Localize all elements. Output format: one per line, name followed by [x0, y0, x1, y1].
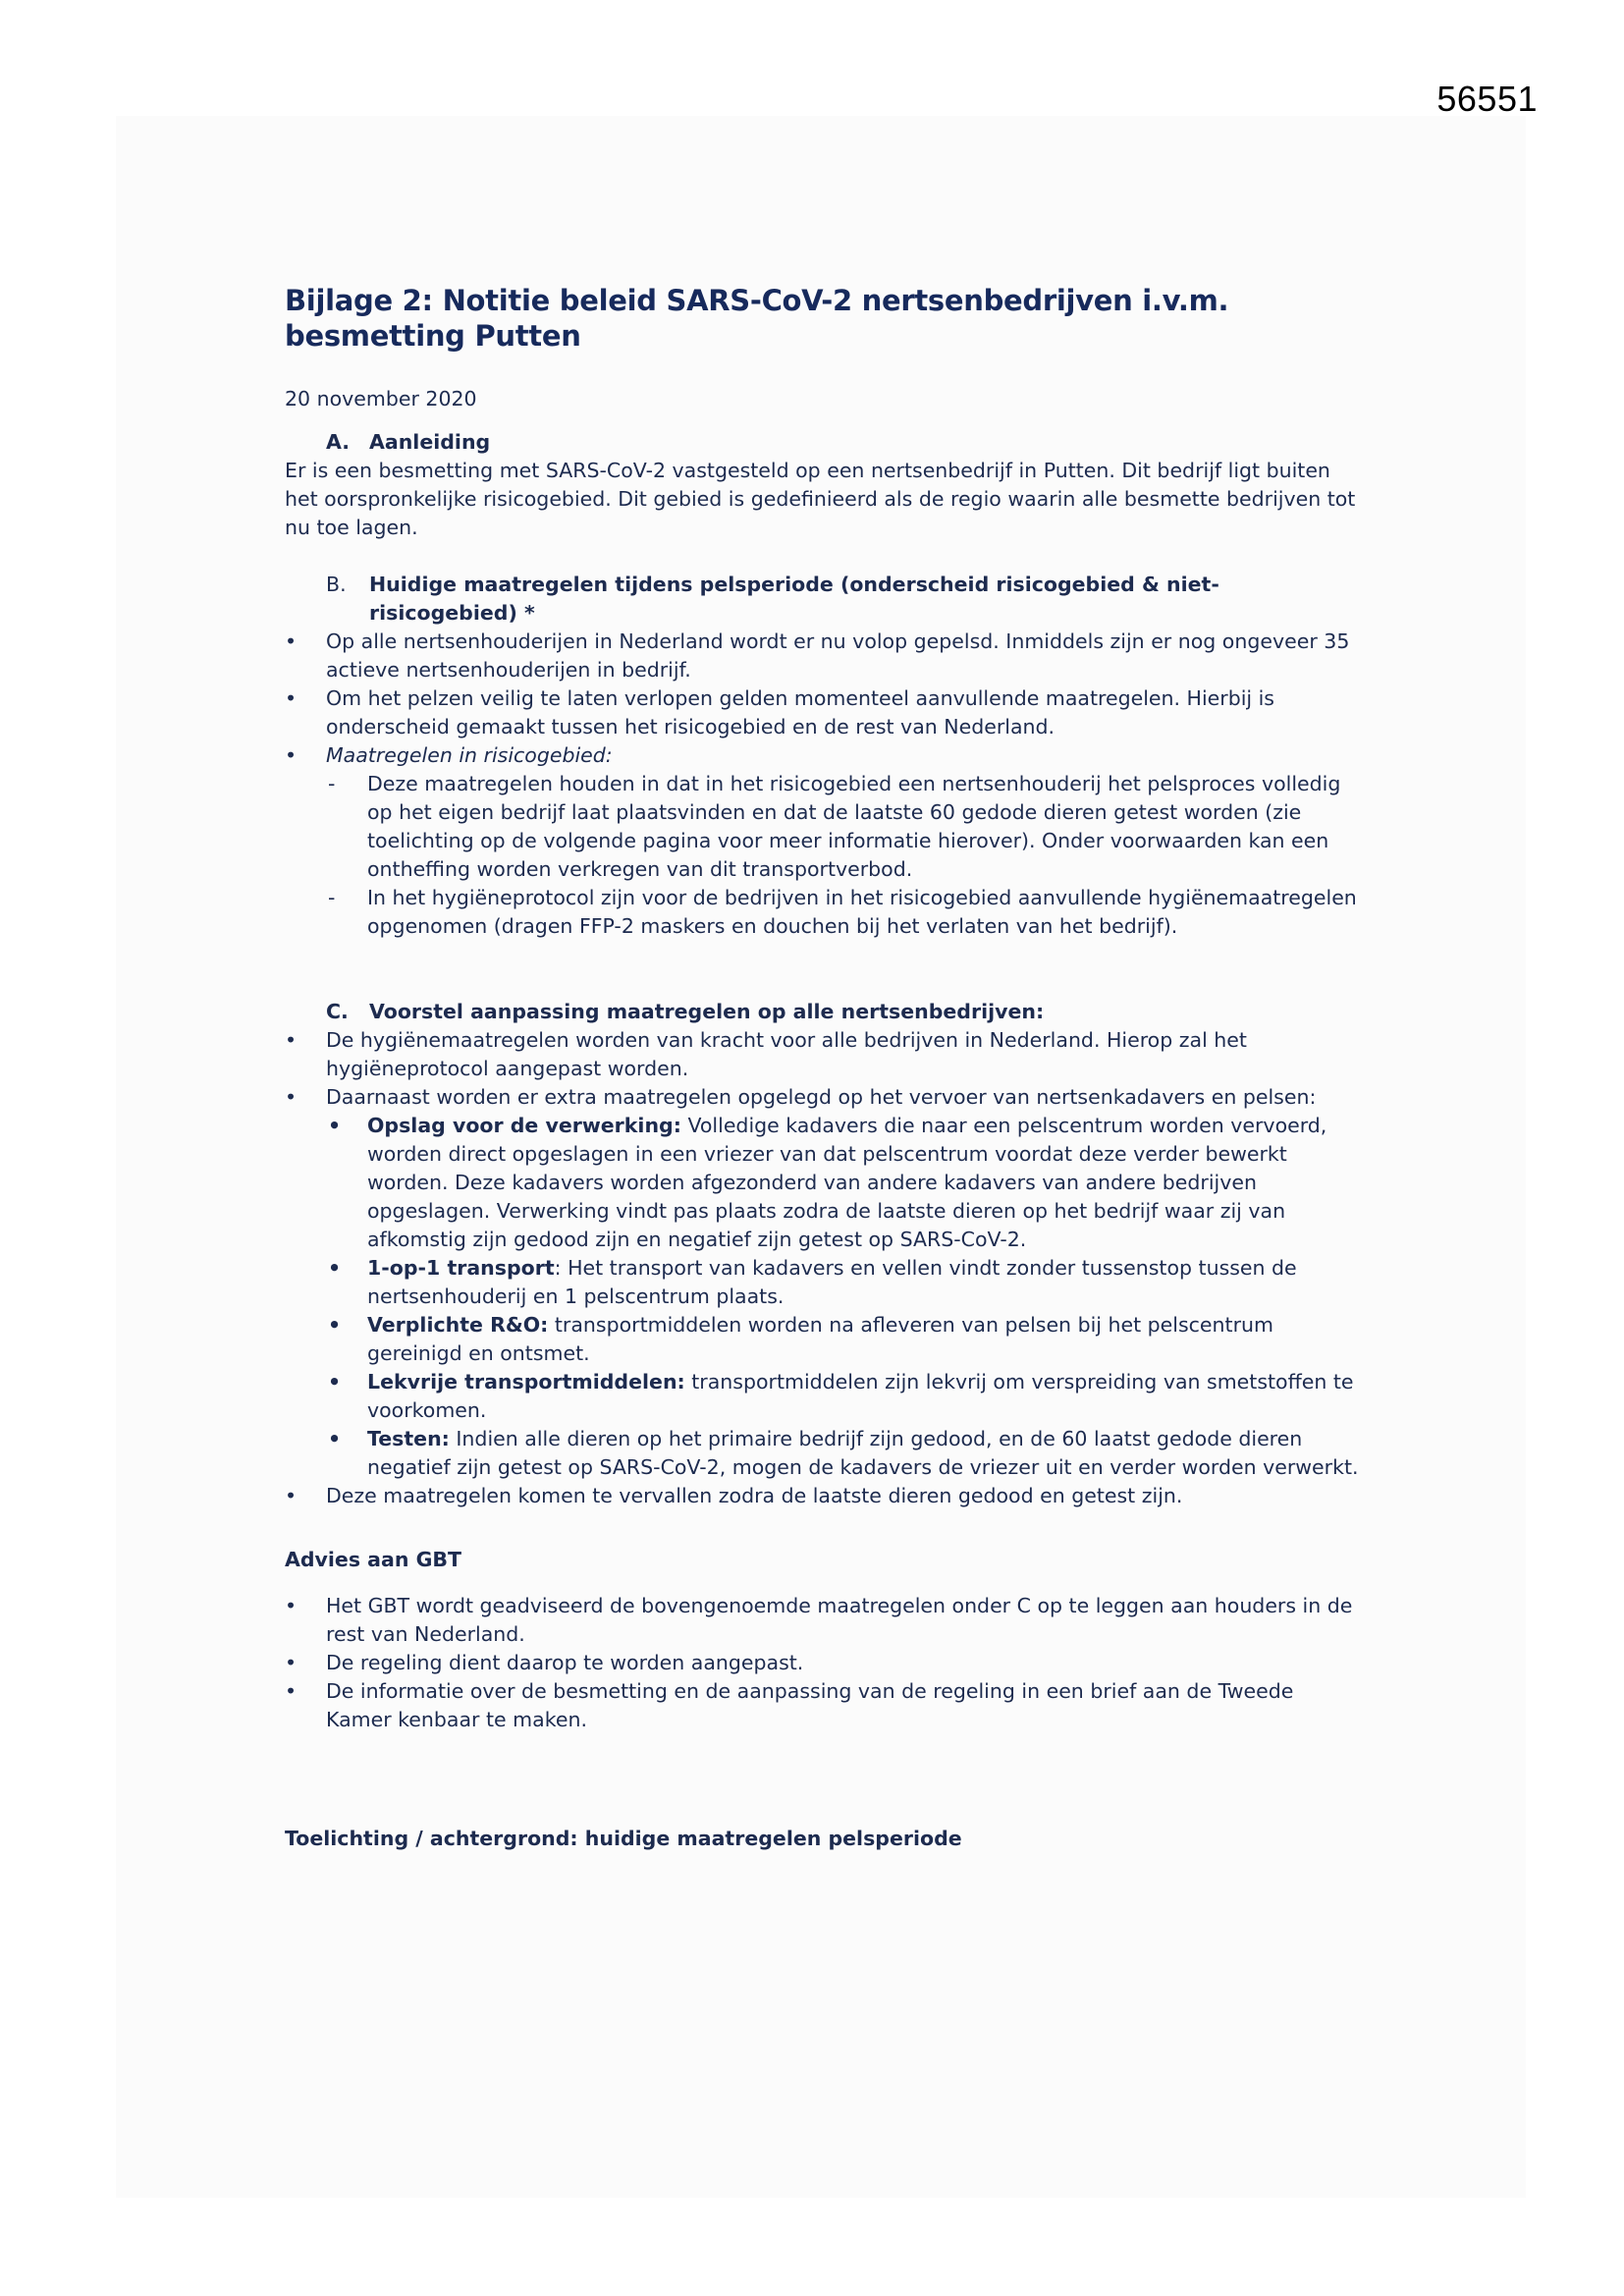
document-date: 20 november 2020	[285, 387, 477, 410]
document-body	[285, 283, 1365, 1853]
section-a-title: Aanleiding	[369, 430, 491, 454]
measure-label: 1-op-1 transport	[367, 1256, 555, 1280]
document-title: Bijlage 2: Notitie beleid SARS-CoV-2 nertsenbedrijven i.v.m. besmetting Putten	[285, 284, 1229, 353]
list-item: - Deze maatregelen houden in dat in het risicogebied een nertsenhouderij het pelsproces volledig op het eigen bedrijf laat plaatsvinden en dat de laatste 60 gedode dieren getest worden (zie toelichting op de volgende pagina voor meer informatie hierover). Onder voorwaarden kan een ontheffing worden verkregen van dit transportverbod.	[326, 770, 1365, 884]
section-a-text: Er is een besmetting met SARS-CoV-2 vastgesteld op een nertsenbedrijf in Putten. Dit bedrijf ligt buiten het oorspronkelijke risicogebied. Dit gebied is gedefinieerd als de regio waarin alle besmette bedrijven tot nu toe lagen.	[285, 459, 1356, 539]
measure-label: Verplichte R&O:	[367, 1313, 549, 1337]
transport-intro: Daarnaast worden er extra maatregelen opgelegd op het vervoer van nertsenkadavers en pelsen:	[326, 1085, 1317, 1109]
measure-cleaning	[326, 1311, 1365, 1368]
list-item: • De informatie over de besmetting en de aanpassing van de regeling in een brief aan de Tweede Kamer kenbaar te maken.	[285, 1677, 1365, 1734]
section-c	[285, 998, 1365, 1510]
list-item: • De hygiënemaatregelen worden van kracht voor alle bedrijven in Nederland. Hierop zal het hygiëneprotocol aangepast worden.	[285, 1026, 1365, 1083]
section-a	[285, 428, 1365, 542]
list-item: • Op alle nertsenhouderijen in Nederland wordt er nu volop gepelsd. Inmiddels zijn er nog ongeveer 35 actieve nertsenhouderijen in bedrijf.	[285, 628, 1365, 684]
section-b-letter: B.	[326, 573, 347, 596]
advice-heading: Advies aan GBT	[285, 1548, 462, 1571]
section-b-title: Huidige maatregelen tijdens pelsperiode (onderscheid risicogebied & niet-risicogebied) *	[369, 573, 1219, 625]
section-c-letter: C.	[326, 1000, 349, 1023]
list-item-transport	[285, 1083, 1365, 1482]
measure-label: Testen:	[367, 1427, 450, 1450]
measure-text: Volledige kadavers die naar een pelscentrum worden vervoerd, worden direct opgeslagen in een vriezer van dat pelscentrum voordat deze verder bewerkt worden. Deze kadavers worden afgezonderd van andere kadavers van andere bedrijven opgeslagen. Verwerking vindt pas plaats zodra de laatste dieren op het bedrijf waar zij van afkomstig zijn gedood zijn en negatief zijn getest op SARS-CoV-2.	[367, 1114, 1327, 1251]
measure-text: transportmiddelen worden na afleveren van pelsen bij het pelscentrum gereinigd en ontsmet.	[367, 1313, 1273, 1365]
section-a-letter: A.	[326, 430, 351, 454]
measure-label: Lekvrije transportmiddelen:	[367, 1370, 685, 1394]
list-item: • De regeling dient daarop te worden aangepast.	[285, 1649, 1365, 1677]
measure-text: transportmiddelen zijn lekvrij om verspreiding van smetstoffen te voorkomen.	[367, 1370, 1354, 1422]
section-c-heading	[326, 998, 1365, 1026]
background-heading: Toelichting / achtergrond: huidige maatregelen pelsperiode	[285, 1827, 962, 1850]
section-b-list	[285, 628, 1365, 941]
measure-one-to-one-transport	[326, 1254, 1365, 1311]
section-c-list	[285, 1026, 1365, 1510]
list-item: - In het hygiëneprotocol zijn voor de bedrijven in het risicogebied aanvullende hygiënemaatregelen opgenomen (dragen FFP-2 maskers en douchen bij het verlaten van het bedrijf).	[326, 884, 1365, 941]
section-b-heading	[326, 571, 1365, 628]
list-item-risk-area	[285, 741, 1365, 941]
advice-section	[285, 1546, 1365, 1734]
section-c-title: Voorstel aanpassing maatregelen op alle nertsenbedrijven:	[369, 1000, 1045, 1023]
list-item: • Deze maatregelen komen te vervallen zodra de laatste dieren gedood en getest zijn.	[285, 1482, 1365, 1510]
list-item: • Om het pelzen veilig te laten verlopen gelden momenteel aanvullende maatregelen. Hierbij is onderscheid gemaakt tussen het risicogebied en de rest van Nederland.	[285, 684, 1365, 741]
page-number: 56551	[1436, 79, 1538, 119]
measure-label: Opslag voor de verwerking:	[367, 1114, 681, 1137]
section-b	[285, 571, 1365, 941]
measure-storage	[326, 1112, 1365, 1254]
advice-list	[285, 1592, 1365, 1734]
measure-text: Indien alle dieren op het primaire bedrijf zijn gedood, en de 60 laatst gedode dieren negatief zijn getest op SARS-CoV-2, mogen de kadavers de vriezer uit en verder worden verwerkt.	[367, 1427, 1359, 1479]
risk-area-list	[326, 770, 1365, 941]
measure-testing	[326, 1425, 1365, 1482]
transport-measures-list	[326, 1112, 1365, 1482]
risk-area-label: Maatregelen in risicogebied:	[326, 743, 613, 767]
list-item: • Het GBT wordt geadviseerd de bovengenoemde maatregelen onder C op te leggen aan houders in de rest van Nederland.	[285, 1592, 1365, 1649]
section-a-heading	[326, 428, 1365, 457]
measure-text: : Het transport van kadavers en vellen vindt zonder tussenstop tussen de nertsenhouderij en 1 pelscentrum plaats.	[367, 1256, 1297, 1308]
measure-leakproof	[326, 1368, 1365, 1425]
